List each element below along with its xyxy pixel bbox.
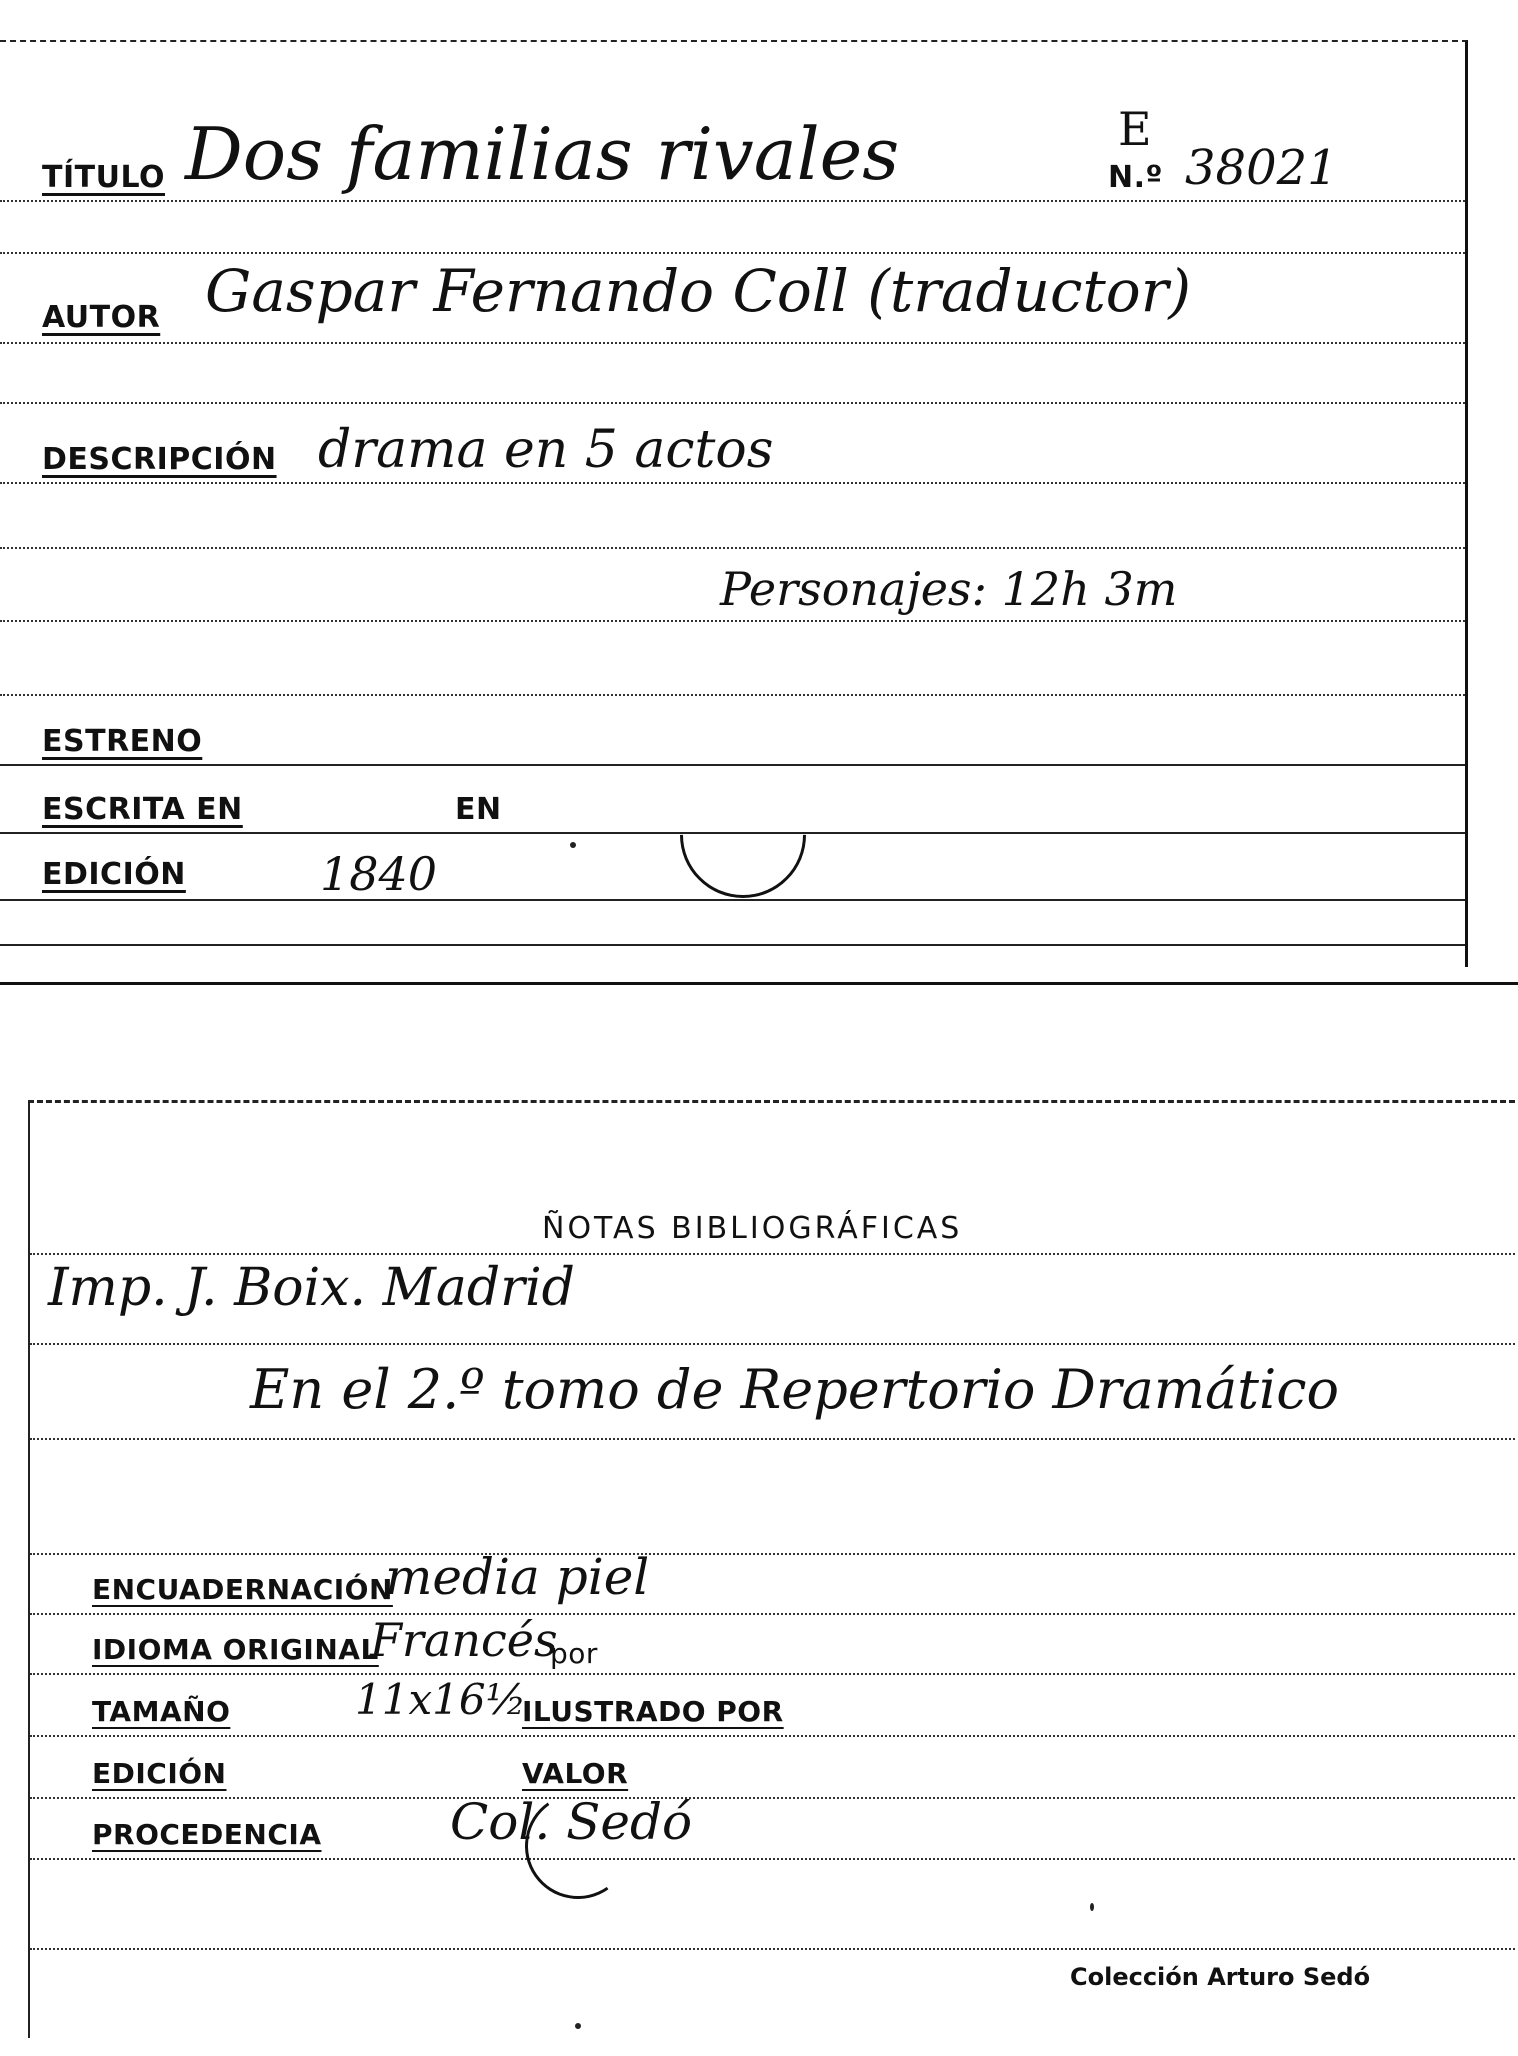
rule-line [30,1858,1515,1860]
rule-line [0,482,1465,484]
idioma-label: IDIOMA ORIGINAL [92,1633,379,1666]
procedencia-label: PROCEDENCIA [92,1818,322,1851]
rule-line [0,402,1465,404]
edicion-label-bottom: EDICIÓN [92,1757,227,1790]
rule-line [30,1673,1515,1675]
rule-line [0,694,1465,696]
rule-line [30,1797,1515,1799]
descripcion-label: DESCRIPCIÓN [42,442,277,477]
en-label: EN [455,792,502,827]
rule-line [30,1613,1515,1615]
rule-line [0,944,1465,946]
card-separator [0,982,1518,985]
rule-line [30,1438,1515,1440]
notas-heading: ÑOTAS BIBLIOGRÁFICAS [542,1211,963,1246]
letter-mark: E [1118,102,1152,156]
ink-dot [575,2023,581,2029]
rule-line [30,1735,1515,1737]
catalog-card-bottom [28,1100,1515,2038]
ilustrado-label: ILUSTRADO POR [522,1695,784,1728]
nota-line-1: Imp. J. Boix. Madrid [48,1258,575,1318]
edicion-label: EDICIÓN [42,857,186,892]
rule-line [30,1253,1515,1255]
por-label: por [550,1637,598,1670]
encuadernacion-label: ENCUADERNACIÓN [92,1573,393,1606]
autor-value: Gaspar Fernando Coll (traductor) [205,257,1192,325]
stain-mark [654,746,832,924]
nota-line-2: En el 2.º tomo de Repertorio Dramático [250,1358,1339,1421]
idioma-value: Francés [370,1613,558,1667]
collection-footer: Colección Arturo Sedó [1070,1963,1371,1991]
rule-line [0,620,1465,622]
rule-line [30,1948,1515,1950]
ink-dot [1090,1903,1094,1911]
descripcion-value: drama en 5 actos [318,420,774,480]
valor-label: VALOR [522,1757,629,1790]
catalog-card-top [0,40,1468,967]
personajes-value: Personajes: 12h 3m [720,562,1178,616]
numero-label: N.º [1108,160,1163,195]
encuadernacion-value: media piel [385,1548,650,1606]
rule-line [0,547,1465,549]
rule-line [0,764,1465,766]
edicion-value: 1840 [320,847,438,901]
rule-line [0,899,1465,901]
ink-dot [570,842,576,848]
rule-line [0,252,1465,254]
rule-line [30,1553,1515,1555]
estreno-label: ESTRENO [42,724,203,759]
titulo-value: Dos familias rivales [185,112,900,196]
autor-label: AUTOR [42,300,161,335]
tamano-label: TAMAÑO [92,1695,231,1728]
rule-line [0,342,1465,344]
titulo-label: TÍTULO [42,160,165,195]
escrita-en-label: ESCRITA EN [42,792,243,827]
procedencia-value: Col. Sedó [450,1793,693,1851]
rule-line [30,1343,1515,1345]
tamano-value: 11x16½ [355,1675,527,1724]
rule-line [0,200,1465,202]
numero-value: 38021 [1185,140,1338,196]
